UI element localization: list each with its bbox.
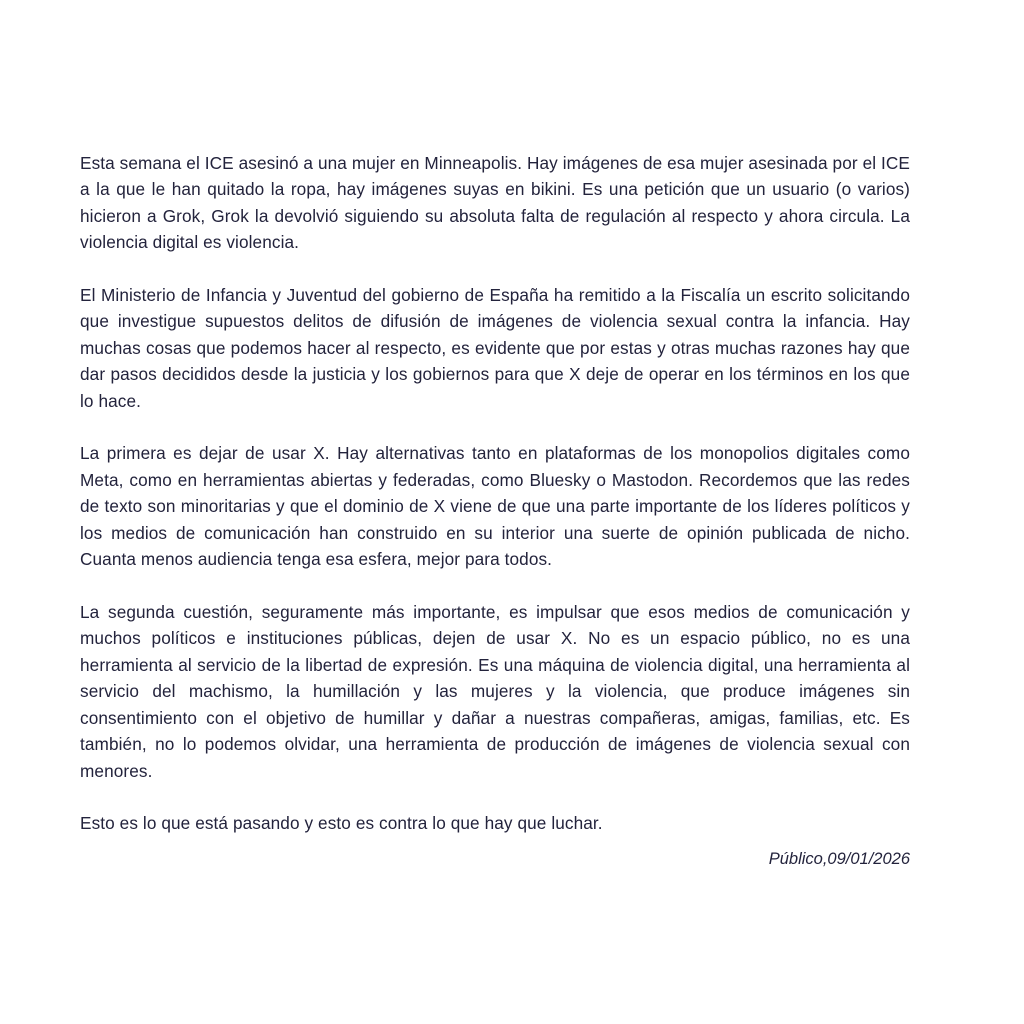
paragraph: Esto es lo que está pasando y esto es contra lo que hay que luchar. (80, 813, 603, 834)
paragraph: La segunda cuestión, seguramente más importante, es impulsar que esos medios de comunicación y muchos políticos e instituciones públicas, dejen de usar X. No es un espacio público, no es una herramienta al servicio de la libertad de expresión. Es una máquina de violencia digital, una herramienta al servicio del machismo, la humillación y las mujeres y la violencia, que produce imágenes sin consentimiento con el objetivo de humillar y dañar a nuestras compañeras, amigas, familias, etc. Es también, no lo podemos olvidar, una herramienta de producción de imágenes de violencia sexual con menores. (80, 601, 910, 781)
document-signature: Público,09/01/2026 (768, 850, 910, 868)
document-body (80, 150, 910, 837)
paragraph: El Ministerio de Infancia y Juventud del gobierno de España ha remitido a la Fiscalía un escrito solicitando que investigue supuestos delitos de difusión de imágenes de violencia sexual contra la infancia. Hay muchas cosas que podemos hacer al respecto, es evidente que por estas y otras muchas razones hay que dar pasos decididos desde la justicia y los gobiernos para que X deje de operar en los términos en los que lo hace. (80, 284, 910, 411)
paragraph: La primera es dejar de usar X. Hay alternativas tanto en plataformas de los monopolios digitales como Meta, como en herramientas abiertas y federadas, como Bluesky o Mastodon. Recordemos que las redes de texto son minoritarias y que el dominio de X viene de que una parte importante de los líderes políticos y los medios de comunicación han construido en su interior una suerte de opinión publicada de nicho. Cuanta menos audiencia tenga esa esfera, mejor para todos. (80, 443, 910, 570)
paragraph: Esta semana el ICE asesinó a una mujer en Minneapolis. Hay imágenes de esa mujer asesinada por el ICE a la que le han quitado la ropa, hay imágenes suyas en bikini. Es una petición que un usuario (o varios) hicieron a Grok, Grok la devolvió siguiendo su absoluta falta de regulación al respecto y ahora circula. La violencia digital es violencia. (80, 153, 910, 253)
